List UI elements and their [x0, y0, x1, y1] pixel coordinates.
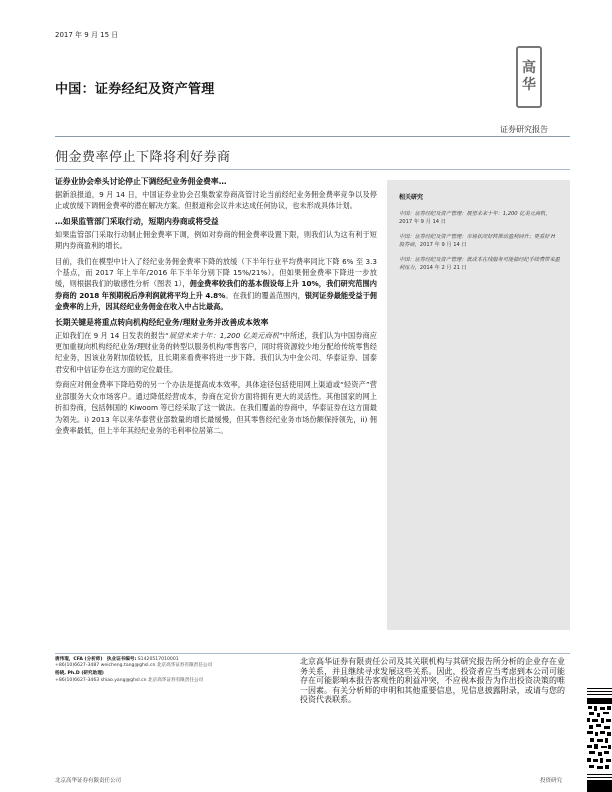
author-entry: [55, 657, 295, 669]
bold-text-run: 佣金费率较我们的基本假设每上升 10%，我们研究范围内券商的 2018 年预期税后净利润就将平均上升 4.8%: [55, 279, 377, 300]
disclosure-text: 北京高华证券有限责任公司及其关联机构与其研究报告所分析的企业存在业务关系，并且继续寻求发展这些关系。因此，投资者应当考虑到本公司可能存在可能影响本报告客观性的利益冲突，不应视本报告为作出投资决策的唯一因素。有关分析师的申明和其他重要信息，见信息披露附录，或请与您的投资代表联系。: [300, 657, 565, 705]
report-link-title[interactable]: 展望未来十年：1,200 亿美元商机: [168, 330, 279, 340]
related-date: ，2014 年 2 月 21 日: [414, 265, 467, 271]
related-title[interactable]: 中国：证券经纪及资产管理：市场状况好转推动盈利回升；更看好 H 股券商: [399, 234, 555, 248]
license-number: S1420517010001: [137, 657, 179, 662]
author-contact[interactable]: +86(10)6627-3487 weicheng.tang@ghsl.cn 北京高华证券有限责任公司: [55, 663, 213, 669]
company-logo-seal: [516, 46, 542, 108]
related-research-item[interactable]: [399, 233, 560, 249]
section-heading: 证券业协会牵头讨论停止下调经纪业务佣金费率…: [55, 177, 227, 186]
related-title[interactable]: 中国：证券经纪及资产管理：展望未来十年：1,200 亿美元商机: [399, 211, 546, 217]
report-type-label: 证券研究报告: [500, 125, 548, 134]
paragraph: 据新浪报道，9 月 14 日，中国证券业协会召集数家券商高管讨论当前经纪业务佣金费率竞争以及停止或放缓下调佣金费率的潜在解决方案。但报道称会议并未达成任何协议，也未形成具体计划。: [55, 190, 377, 211]
logo-char-1: 高: [522, 60, 536, 76]
header-divider: [55, 136, 570, 137]
text-run: ”中所述，我们认为中国券商应更加重视向机构经纪业务/理财业务的转型以服务机构/零售客户，同时将资源较少地分配给传统零售经纪业务，因该业务附加值较低，且长期来看费率将进一步下降。我们认为中金公司、华泰证券、国泰君安和中信证券在这方面的定位最佳。: [55, 330, 377, 374]
page-title: 中国：证券经纪及资产管理: [55, 82, 215, 97]
subtitle-divider: [55, 169, 570, 170]
related-research-sidebar: [387, 180, 570, 630]
report-date: 2017 年 9 月 15 日: [55, 31, 119, 39]
section-1: [55, 176, 377, 212]
text-run: 。在我们的覆盖范围内，: [225, 290, 305, 300]
related-research-item[interactable]: [399, 256, 560, 272]
section-2: [55, 216, 377, 313]
related-research-item[interactable]: [399, 210, 560, 226]
report-subtitle: 佣金费率停止下降将利好券商: [55, 150, 231, 165]
related-date: ，2017 年 9 月 14 日: [399, 211, 551, 225]
text-run: 目前，我们在模型中计入了经纪业务佣金费率下降的放缓（下半年行业平均费率同比下降 6% 至 3.3 个基点，而 2017 年上半年/2016 年下半年分别下降 15%/21%）。但如果佣金费率下降进一步放缓，则根据我们的敏感性分析（图表 1），: [55, 256, 377, 289]
author-contact[interactable]: +86(10)6627-3463 shiao.yang@ghsl.cn 北京高华证券有限责任公司: [55, 677, 204, 683]
paragraph: 券商应对佣金费率下降趋势的另一个办法是提高成本效率，具体途径包括使用网上渠道或“轻资产”营业部服务大众市场客户。通过降低经营成本，券商在定价方面将拥有更大的灵活性。其他国家的网上折扣券商，包括韩国的 Kiwoom 等已经采取了这一做法。在我们覆盖的券商中，华泰证券在这方面最为领先。i) 2013 年以来华泰营业部数量的增长最缓慢，但其零售经纪业务市场份额保持领先，ii) 佣金费率最低，但上半年其经纪业务的毛利率位居第二。: [55, 380, 377, 435]
paragraph: 如果监管部门采取行动制止佣金费率下调，例如对券商的佣金费率设置下限，则我们认为这有利于短期内券商盈利的增长。: [55, 229, 377, 251]
author-name: 唐伟琨，CFA (分析师): [55, 657, 103, 662]
footer-company: 北京高华证券有限责任公司: [55, 778, 122, 784]
section-heading: 长期关键是将重点转向机构经纪业务/理财业务并改善成本效率: [55, 317, 269, 327]
logo-char-2: 华: [522, 77, 536, 93]
paragraph: [55, 330, 377, 376]
footer-divider: [55, 653, 570, 654]
license-label: 执业证书编号:: [106, 657, 137, 662]
author-entry: [55, 671, 295, 683]
paragraph: [55, 256, 377, 313]
footer-section: 投资研究: [540, 778, 563, 784]
barcode-icon: [587, 688, 612, 792]
author-name: 杨晓, Ph.D (研究助理): [55, 671, 104, 677]
sidebar-heading: 相关研究: [399, 194, 424, 201]
text-run: 正如我们在 9 月 14 日发表的报告“: [55, 330, 169, 340]
bold-text-run: 银河证券最能受益于佣金费率的上升，因其经纪业务佣金在收入中占比最高。: [55, 290, 377, 312]
section-heading: …如果监管部门采取行动，短期内券商或将受益: [55, 216, 219, 226]
related-title[interactable]: 中国：证券经纪及资产管理：低成本在线服务可能抽经纪手续费带来盈利压力: [399, 257, 560, 271]
related-date: ，2017 年 9 月 14 日: [414, 242, 467, 248]
main-body: [55, 176, 377, 440]
section-3: [55, 317, 377, 437]
author-list: [55, 657, 295, 686]
